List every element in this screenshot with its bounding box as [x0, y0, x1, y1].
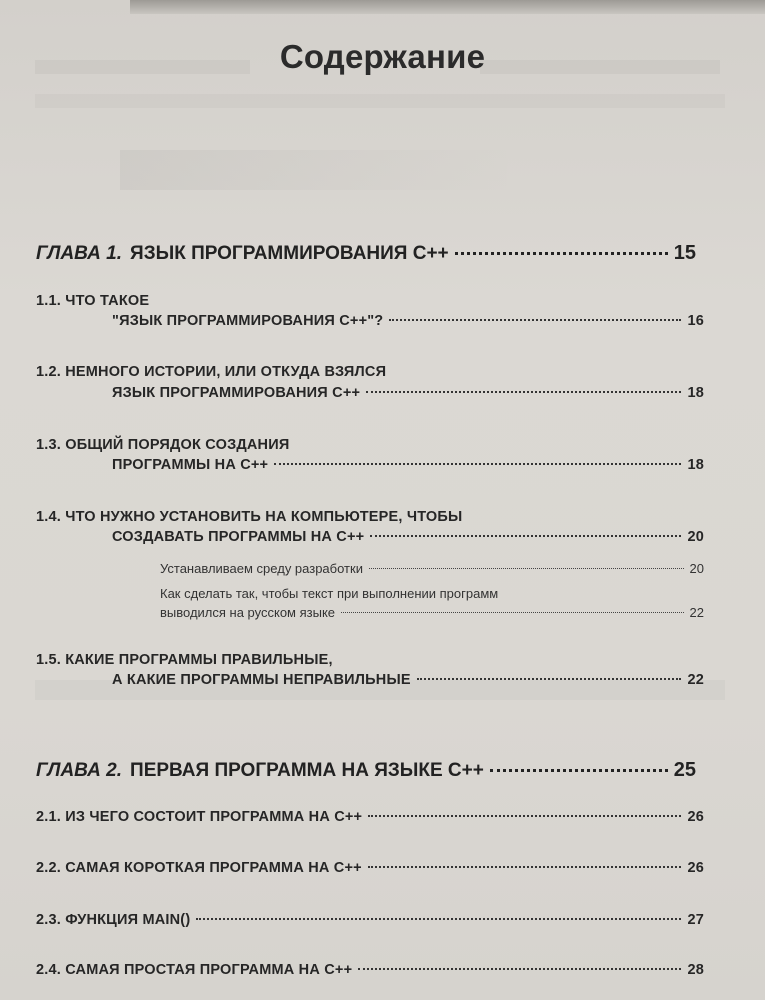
section-1-2-title-line1: 1.2. НЕМНОГО ИСТОРИИ, ИЛИ ОТКУДА ВЗЯЛСЯ [36, 364, 387, 380]
section-title: 2.1. ИЗ ЧЕГО СОСТОИТ ПРОГРАММА НА С++ [36, 809, 363, 825]
page-number: 20 [687, 529, 704, 545]
section-title-line2: ПРОГРАММЫ НА С++ [112, 457, 269, 473]
dot-leader [341, 612, 684, 613]
page-top-edge [130, 0, 765, 14]
section-1-4-title-line1: 1.4. ЧТО НУЖНО УСТАНОВИТЬ НА КОМПЬЮТЕРЕ, ЧТОБЫ [36, 509, 463, 525]
chapter-name: ПЕРВАЯ ПРОГРАММА НА ЯЗЫКЕ С++ [130, 760, 484, 781]
section-1-3-title-line1: 1.3. ОБЩИЙ ПОРЯДОК СОЗДАНИЯ [36, 437, 290, 453]
page-number: 22 [687, 672, 704, 688]
section-1-5-title-line1: 1.5. КАКИЕ ПРОГРАММЫ ПРАВИЛЬНЫЕ, [36, 652, 333, 668]
page-number: 26 [687, 860, 704, 876]
section-title-line2: "ЯЗЫК ПРОГРАММИРОВАНИЯ С++"? [112, 313, 384, 329]
chapter-name: ЯЗЫК ПРОГРАММИРОВАНИЯ С++ [130, 243, 449, 264]
page-number: 18 [687, 385, 704, 401]
chapter-1-heading[interactable] [36, 242, 696, 265]
page-number: 16 [687, 313, 704, 329]
bleed-through-shadow [35, 94, 725, 108]
page-number: 18 [687, 457, 704, 473]
section-title-line2: А КАКИЕ ПРОГРАММЫ НЕПРАВИЛЬНЫЕ [112, 672, 411, 688]
page-number: 27 [687, 912, 704, 928]
chapter-label: ГЛАВА 2. [36, 760, 123, 781]
dot-leader [368, 815, 681, 817]
dot-leader [366, 391, 681, 393]
section-1-4[interactable] [112, 529, 704, 545]
section-2-2[interactable] [36, 860, 704, 876]
section-1-5[interactable] [112, 672, 704, 688]
dot-leader [490, 769, 668, 772]
page-title: Содержание [279, 38, 486, 75]
chapter-2-heading[interactable] [36, 759, 696, 782]
dot-leader [370, 535, 681, 537]
section-2-4[interactable] [36, 962, 704, 978]
section-title-line2: ЯЗЫК ПРОГРАММИРОВАНИЯ С++ [112, 385, 361, 401]
section-1-3[interactable] [112, 457, 704, 473]
dot-leader [455, 252, 668, 255]
section-title-line2: СОЗДАВАТЬ ПРОГРАММЫ НА С++ [112, 529, 365, 545]
subsection-install-ide[interactable] [160, 561, 704, 576]
section-title: 2.4. САМАЯ ПРОСТАЯ ПРОГРАММА НА С++ [36, 962, 353, 978]
subsection-title-line2: выводился на русском языке [160, 605, 336, 620]
page-number: 22 [689, 605, 704, 620]
section-title: 2.2. САМАЯ КОРОТКАЯ ПРОГРАММА НА С++ [36, 860, 362, 876]
dot-leader [369, 568, 684, 569]
subsection-russian-output[interactable] [160, 605, 704, 620]
dot-leader [389, 319, 681, 321]
dot-leader [417, 678, 682, 680]
section-2-3[interactable] [36, 912, 704, 928]
section-1-2[interactable] [112, 385, 704, 401]
page-number: 26 [687, 809, 704, 825]
chapter-label: ГЛАВА 1. [36, 243, 123, 264]
page-number: 20 [689, 561, 704, 576]
dot-leader [368, 866, 682, 868]
section-title: 2.3. ФУНКЦИЯ MAIN() [36, 912, 191, 928]
section-1-1-title-line1: 1.1. ЧТО ТАКОЕ [36, 293, 150, 309]
subsection-title: Устанавливаем среду разработки [160, 561, 363, 576]
dot-leader [274, 463, 681, 465]
dot-leader [196, 918, 681, 920]
subsection-russian-output-line1: Как сделать так, чтобы текст при выполнении программ [160, 586, 499, 601]
section-1-1[interactable] [112, 313, 704, 329]
page-number: 28 [687, 962, 704, 978]
page-number: 15 [673, 242, 696, 264]
bleed-through-shadow [120, 150, 520, 190]
page-number: 25 [673, 759, 696, 781]
dot-leader [358, 968, 681, 970]
section-2-1[interactable] [36, 809, 704, 825]
